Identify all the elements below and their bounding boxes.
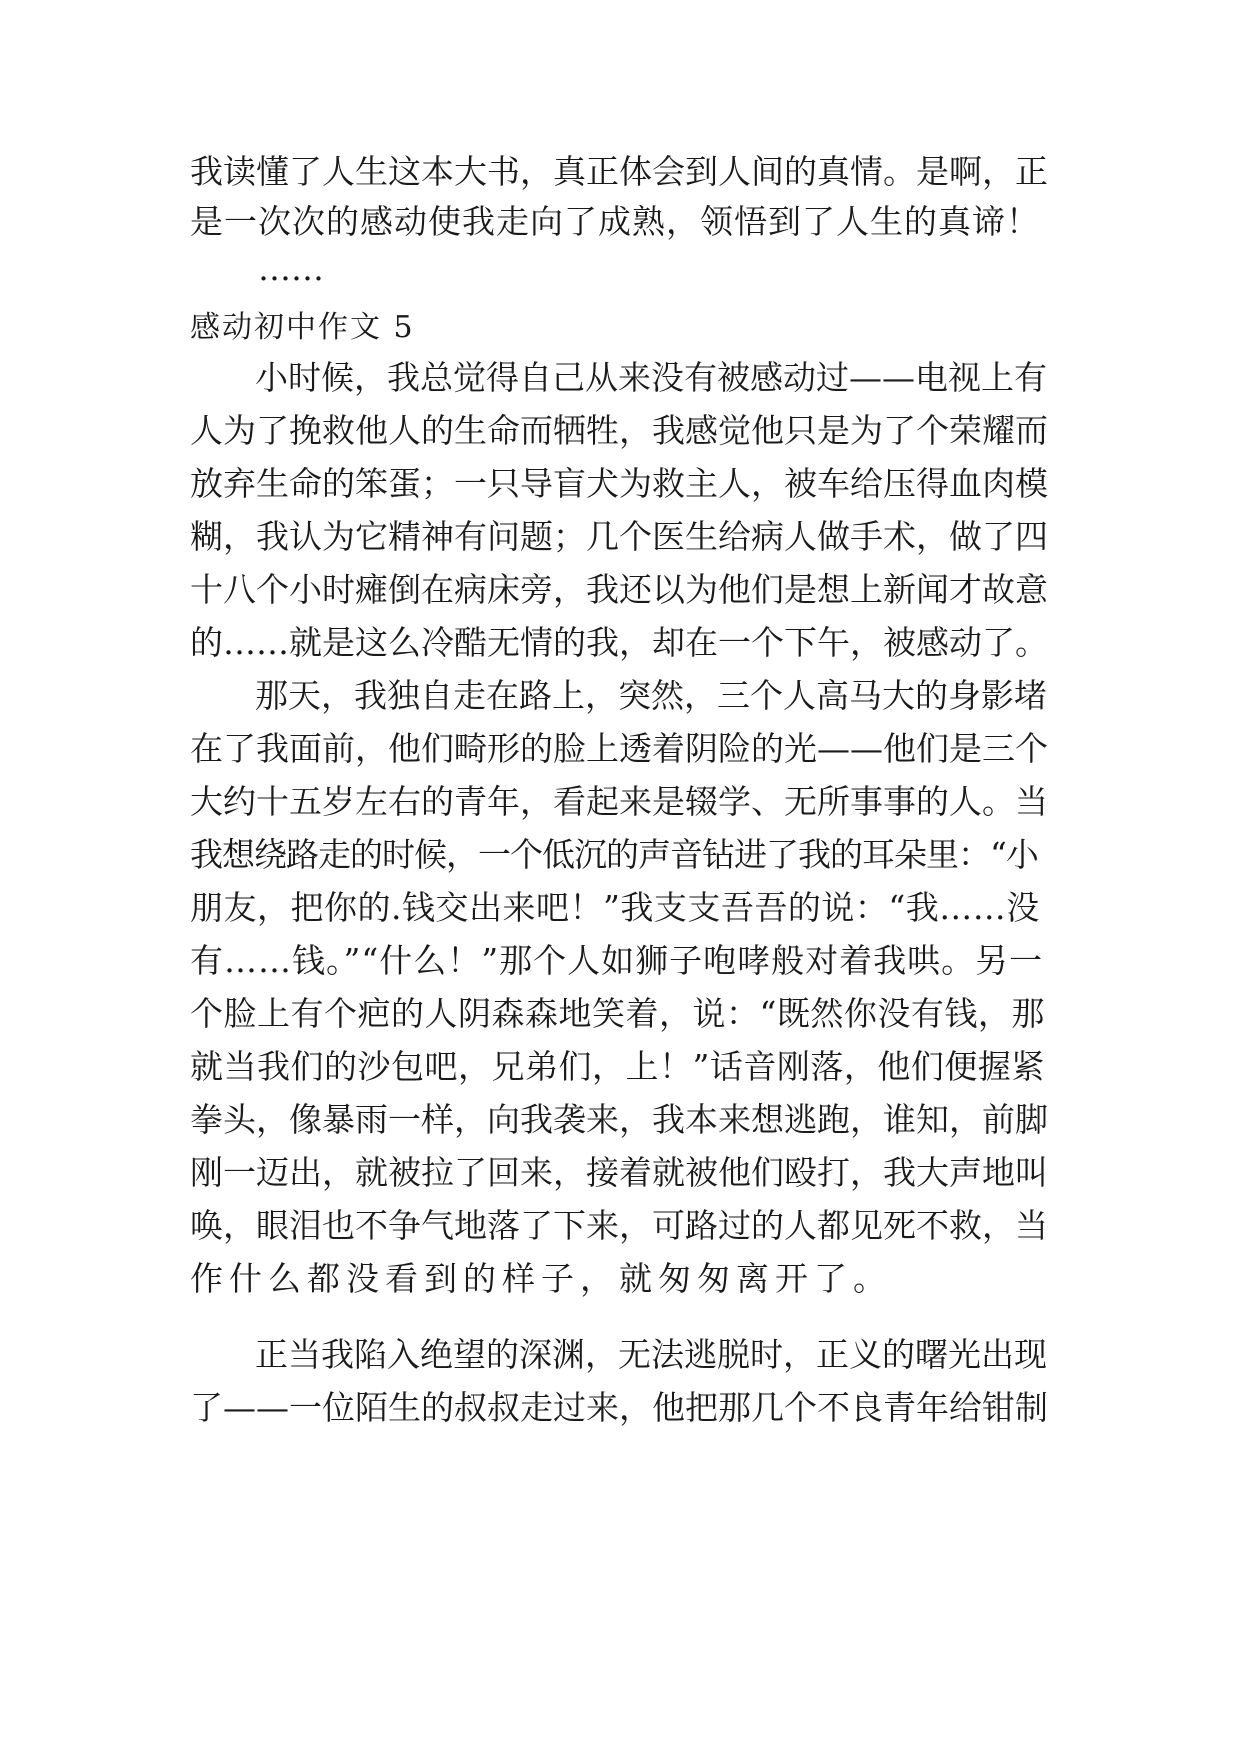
text-line: 朋友，把你的.钱交出来吧！”我支支吾吾的说：“我……没	[190, 888, 1040, 927]
paragraph-start: 那天，我独自走在路上，突然，三个人高马大的身影堵	[255, 676, 1047, 715]
text-line: 放弃生命的笨蛋；一只导盲犬为救主人，被车给压得血肉模	[190, 464, 1048, 503]
text-line: 十八个小时瘫倒在病床旁，我还以为他们是想上新闻才故意	[190, 570, 1048, 609]
text-line: 我读懂了人生这本大书，真正体会到人间的真情。是啊，正	[190, 152, 1048, 191]
text-line: 大约十五岁左右的青年，看起来是辍学、无所事事的人。当	[190, 782, 1048, 821]
text-line: 拳头，像暴雨一样，向我袭来，我本来想逃跑，谁知，前脚	[190, 1100, 1048, 1139]
text-line: 就当我们的沙包吧，兄弟们，上！”话音刚落，他们便握紧	[190, 1047, 1045, 1086]
section-heading: 感动初中作文 5	[190, 310, 415, 345]
text-line: 人为了挽救他人的生命而牺牲，我感觉他只是为了个荣耀而	[190, 411, 1048, 450]
text-line: 我想绕路走的时候，一个低沉的声音钻进了我的耳朵里：“小	[190, 835, 1038, 874]
text-line: 是一次次的感动使我走向了成熟，领悟到了人生的真谛！	[190, 202, 1040, 241]
paragraph-start: 小时候，我总觉得自己从来没有被感动过——电视上有	[255, 358, 1047, 397]
text-line: 刚一迈出，就被拉了回来，接着就被他们殴打，我大声地叫	[190, 1153, 1048, 1192]
text-line: 唤，眼泪也不争气地落了下来，可路过的人都见死不救，当	[190, 1206, 1048, 1245]
text-line: 有……钱。”“什么！”那个人如狮子咆哮般对着我哄。另一	[190, 941, 1044, 980]
text-line: 在了我面前，他们畸形的脸上透着阴险的光——他们是三个	[190, 729, 1048, 768]
text-line: 作什么都没看到的样子，就匆匆离开了。	[190, 1259, 892, 1298]
ellipsis-line: ……	[258, 249, 324, 288]
text-line: 个脸上有个疤的人阴森森地笑着，说：“既然你没有钱，那	[190, 994, 1045, 1033]
text-line: 的……就是这么冷酷无情的我，却在一个下午，被感动了。	[190, 623, 1048, 662]
text-line: 糊，我认为它精神有问题；几个医生给病人做手术，做了四	[190, 517, 1048, 556]
text-line: 了——一位陌生的叔叔走过来，他把那几个不良青年给钳制	[190, 1388, 1048, 1427]
paragraph-start: 正当我陷入绝望的深渊，无法逃脱时，正义的曙光出现	[255, 1335, 1047, 1374]
